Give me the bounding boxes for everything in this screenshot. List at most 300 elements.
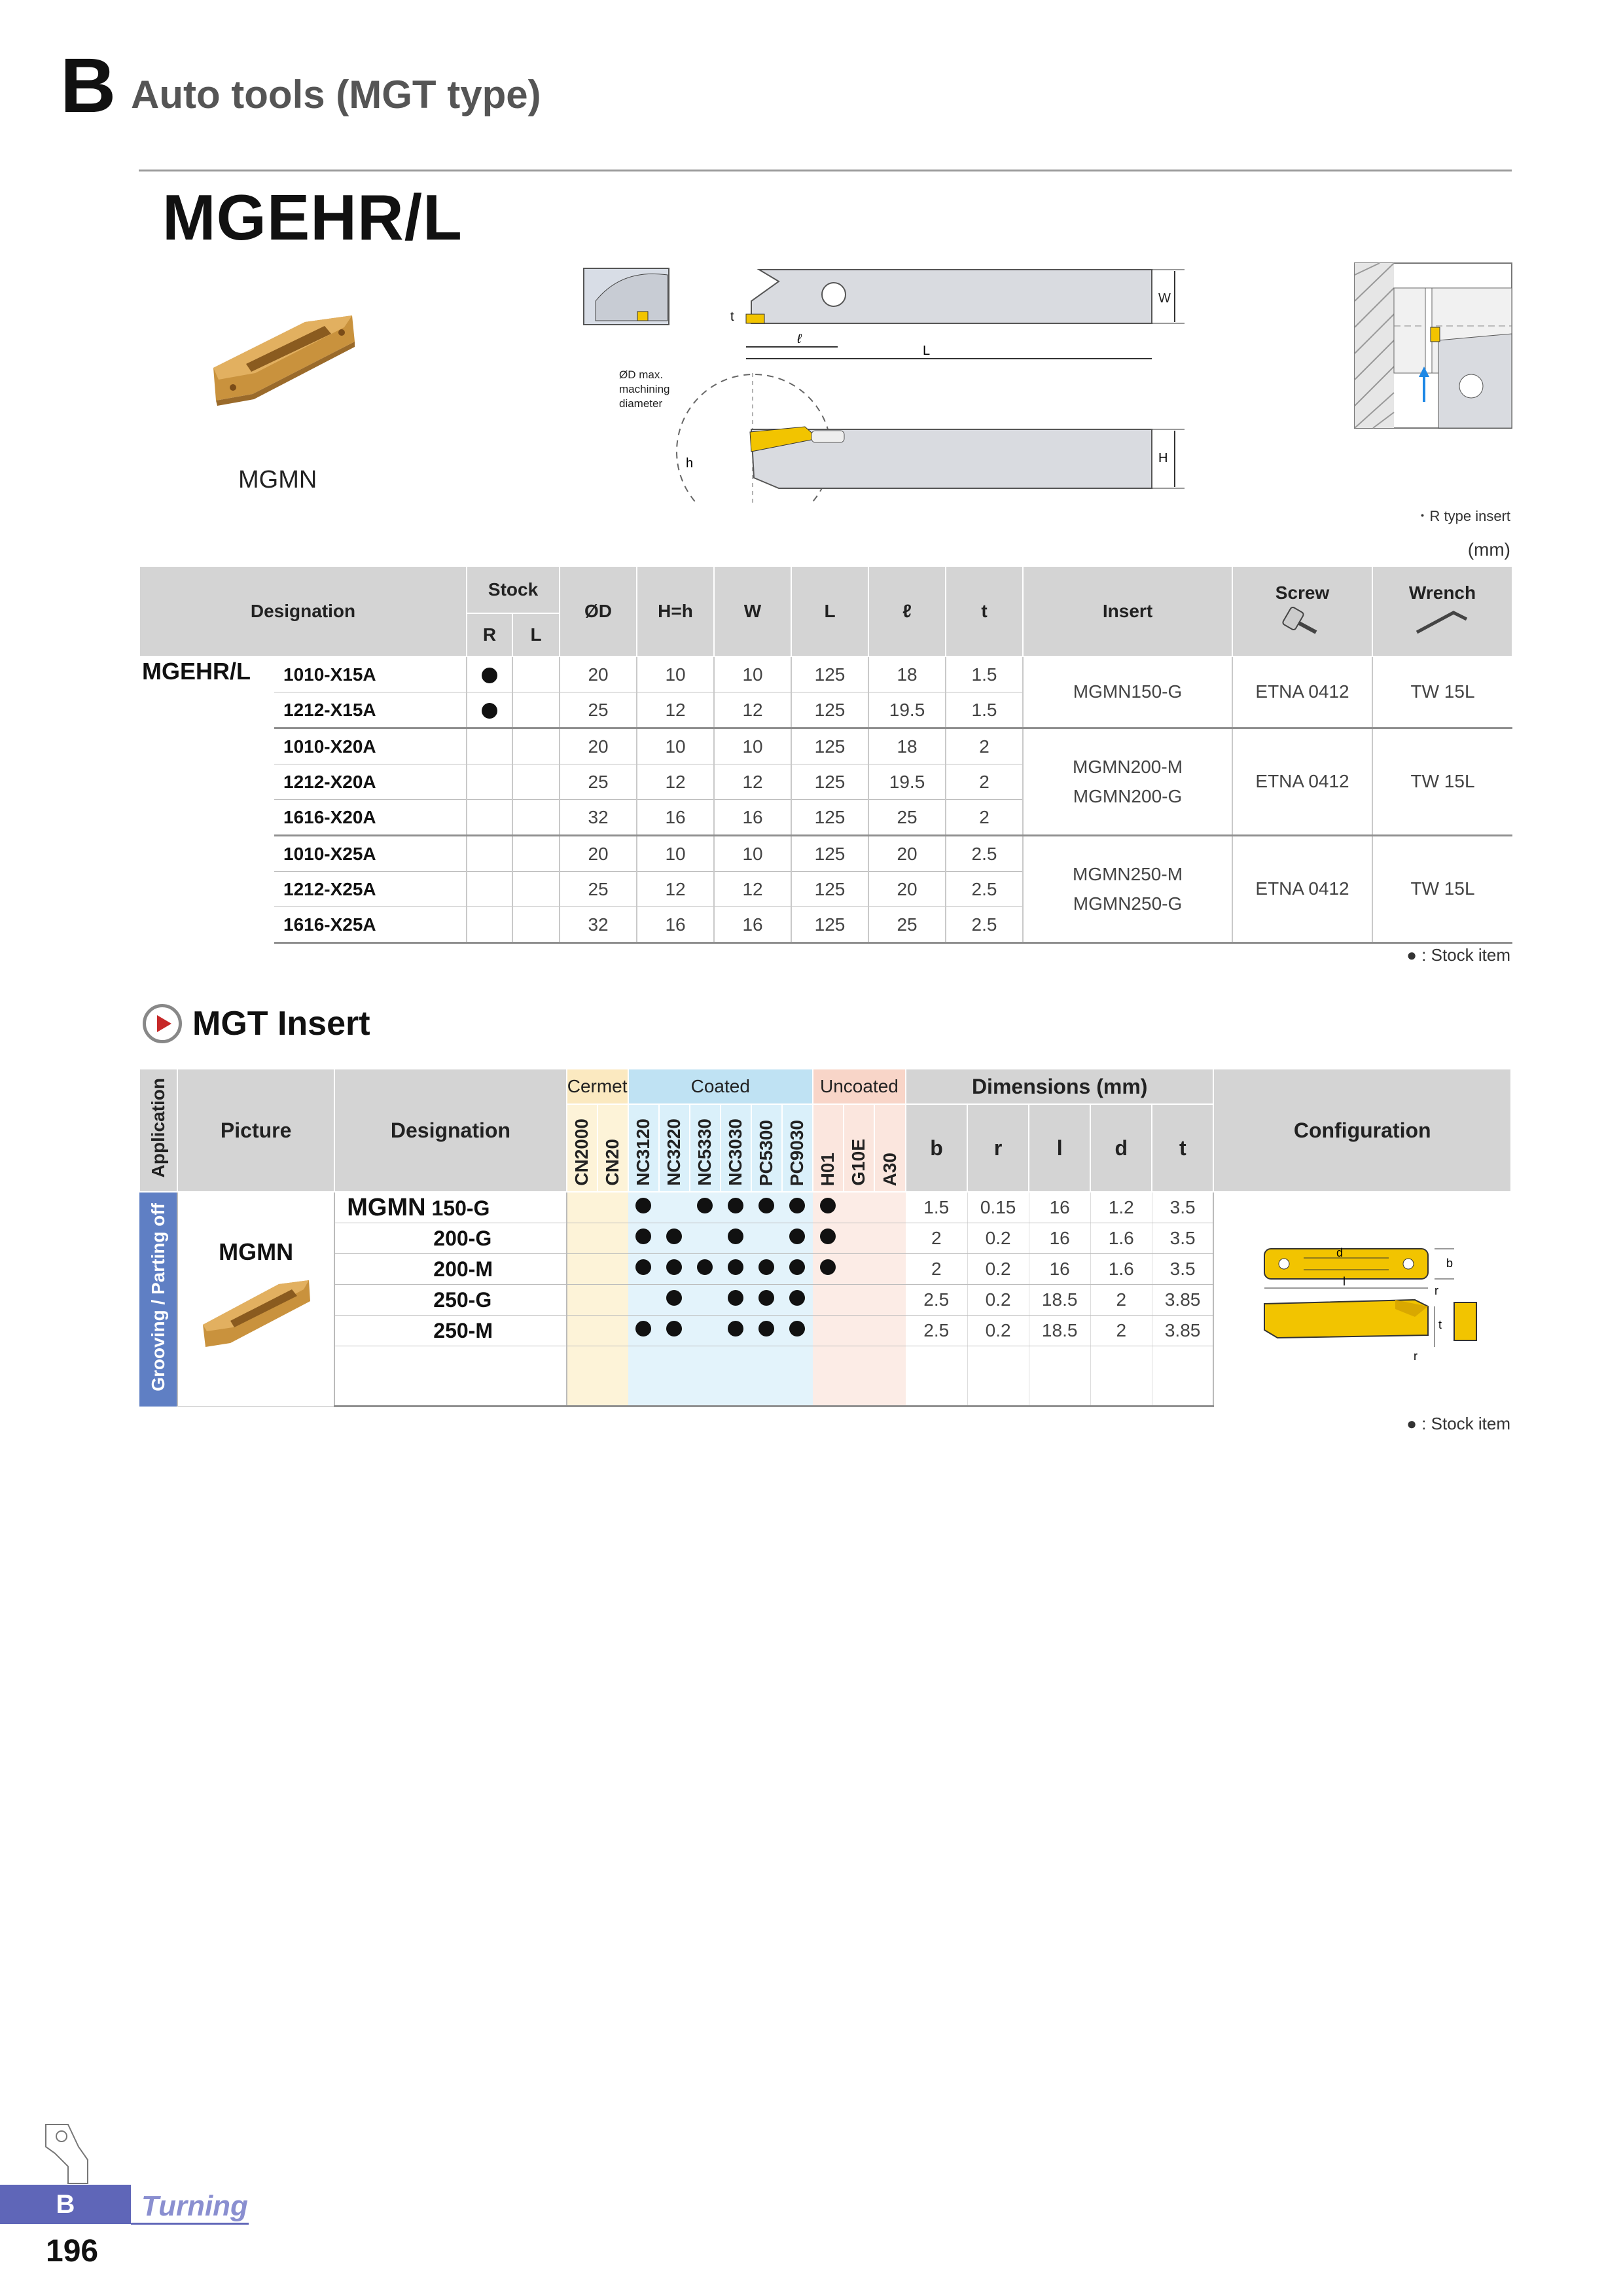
wrench-label: Wrench: [1408, 582, 1476, 603]
cell-w: 12: [714, 764, 791, 800]
stock-dot: [789, 1229, 805, 1244]
cell-length: 125: [791, 800, 868, 836]
insert-designation: [334, 1223, 566, 1254]
cell-h: 16: [637, 907, 714, 943]
label-L: L: [923, 344, 931, 358]
cell-w: 12: [714, 872, 791, 907]
insert-name: MGMN200-M: [1073, 756, 1183, 777]
play-icon: [143, 1004, 182, 1043]
dim-b: 2: [906, 1223, 967, 1254]
stock-dot: [697, 1198, 713, 1213]
grade-mark-cell: [659, 1316, 690, 1346]
grade-mark-cell: [844, 1254, 874, 1285]
cell-l: 20: [868, 836, 946, 872]
grade-mark-cell: [597, 1316, 628, 1346]
grade-mark-cell: [782, 1223, 813, 1254]
d-max-label: ØD max. machining diameter: [619, 368, 670, 410]
wrench-group-1: TW 15L: [1372, 656, 1512, 728]
th-stock: Stock: [467, 566, 560, 613]
row-designation: 1212-X15A: [274, 692, 467, 728]
grade-mark-cell: [659, 1192, 690, 1223]
grade-label: PC5300: [756, 1119, 777, 1186]
cell-length: 125: [791, 728, 868, 764]
insert-designation: [334, 1254, 566, 1285]
stock-dot: [789, 1321, 805, 1336]
cell-w: 16: [714, 800, 791, 836]
cell-h: 10: [637, 836, 714, 872]
cell-h: 12: [637, 764, 714, 800]
dim-r: 0.2: [967, 1285, 1029, 1316]
th-coated: Coated: [628, 1069, 813, 1104]
insert-name: MGMN250-M: [1073, 863, 1183, 884]
dim-l: 16: [1029, 1192, 1090, 1223]
th-grade: [628, 1104, 659, 1192]
section-tab-line: [131, 2223, 249, 2225]
cell-l: 18: [868, 728, 946, 764]
stock-dot: [728, 1229, 743, 1244]
dim-d: 1.2: [1090, 1192, 1152, 1223]
section-letter: B: [60, 43, 116, 129]
grade-mark-cell: [690, 1254, 721, 1285]
cell-d: 20: [560, 836, 637, 872]
th-grade: [597, 1104, 628, 1192]
cell-d: 25: [560, 872, 637, 907]
grade-mark-cell: [844, 1223, 874, 1254]
grade-mark-cell: [813, 1316, 844, 1346]
filler-cell: [659, 1346, 690, 1407]
config-label-t: t: [1438, 1318, 1442, 1331]
grade-mark-cell: [567, 1254, 597, 1285]
cell-t: 1.5: [946, 656, 1023, 692]
grade-mark-cell: [813, 1192, 844, 1223]
grade-mark-cell: [628, 1316, 659, 1346]
stock-dot: [635, 1229, 651, 1244]
stock-dot: [758, 1198, 774, 1213]
cell-length: 125: [791, 656, 868, 692]
mgmn-insert-image: [194, 296, 364, 414]
machining-view-diagram: [1353, 262, 1513, 432]
grade-mark-cell: [721, 1223, 751, 1254]
label-h: h: [686, 456, 694, 471]
th-dim-d: d: [1090, 1104, 1152, 1192]
insert-configuration-diagram: [1238, 1225, 1487, 1369]
cell-w: 10: [714, 656, 791, 692]
th-grade: [813, 1104, 844, 1192]
picture-label: MGMN: [219, 1238, 294, 1265]
dim-b: 2.5: [906, 1285, 967, 1316]
cell-t: 2.5: [946, 872, 1023, 907]
th-t: t: [946, 566, 1023, 656]
stock-l: [512, 836, 560, 872]
filler-cell: [967, 1346, 1029, 1407]
th-stock-l: L: [512, 613, 560, 656]
cell-l: 19.5: [868, 764, 946, 800]
stock-dot: [758, 1321, 774, 1336]
grade-label: PC9030: [787, 1119, 808, 1186]
tool-table: [139, 565, 1513, 944]
mgt-insert-title: MGT Insert: [192, 1005, 370, 1043]
stock-r: [467, 656, 512, 692]
stock-dot: [820, 1229, 836, 1244]
dim-d: 2: [1090, 1316, 1152, 1346]
grade-mark-cell: [628, 1223, 659, 1254]
stock-r: [467, 872, 512, 907]
stock-l: [512, 872, 560, 907]
insert-code: 250-M: [433, 1318, 493, 1342]
insert-code: 250-G: [433, 1287, 492, 1312]
dim-t: 3.85: [1152, 1285, 1213, 1316]
wrench-group-3: TW 15L: [1372, 836, 1512, 943]
grade-mark-cell: [721, 1192, 751, 1223]
grade-mark-cell: [628, 1254, 659, 1285]
stock-dot: [482, 703, 497, 719]
application-header-text: Application: [148, 1077, 169, 1178]
grade-mark-cell: [782, 1192, 813, 1223]
grade-mark-cell: [597, 1192, 628, 1223]
th-cermet: Cermet: [567, 1069, 628, 1104]
grade-mark-cell: [751, 1316, 782, 1346]
screw-group-3: ETNA 0412: [1232, 836, 1372, 943]
grade-label: H01: [817, 1152, 838, 1186]
wrench-icon: [1413, 603, 1472, 636]
row-designation: 1616-X25A: [274, 907, 467, 943]
grade-label: NC3120: [633, 1119, 654, 1186]
stock-l: [512, 800, 560, 836]
grade-mark-cell: [782, 1316, 813, 1346]
grade-mark-cell: [721, 1285, 751, 1316]
stock-dot: [789, 1290, 805, 1306]
stock-item-note: ● : Stock item: [1406, 1414, 1510, 1433]
stock-dot: [666, 1321, 682, 1336]
filler-cell: [567, 1346, 597, 1407]
insert-name: MGMN200-G: [1073, 785, 1183, 806]
stock-dot: [635, 1321, 651, 1336]
insert-group-2: [1023, 728, 1232, 836]
filler-cell: [628, 1346, 659, 1407]
grade-mark-cell: [844, 1192, 874, 1223]
cell-h: 12: [637, 692, 714, 728]
stock-dot: [697, 1259, 713, 1275]
th-uncoated: Uncoated: [813, 1069, 906, 1104]
dim-l: 18.5: [1029, 1285, 1090, 1316]
th-configuration: Configuration: [1213, 1069, 1511, 1192]
grade-mark-cell: [690, 1316, 721, 1346]
th-width: W: [714, 566, 791, 656]
grade-label: NC5330: [694, 1119, 715, 1186]
th-grade: [721, 1104, 751, 1192]
stock-l: [512, 764, 560, 800]
grade-mark-cell: [813, 1285, 844, 1316]
grade-label: G10E: [848, 1139, 869, 1186]
cell-h: 12: [637, 872, 714, 907]
stock-dot: [666, 1290, 682, 1306]
grade-mark-cell: [721, 1254, 751, 1285]
dim-r: 0.2: [967, 1254, 1029, 1285]
grade-mark-cell: [659, 1223, 690, 1254]
stock-r: [467, 728, 512, 764]
insert-code: 200-M: [433, 1257, 493, 1281]
grade-mark-cell: [751, 1192, 782, 1223]
dim-l: 16: [1029, 1254, 1090, 1285]
insert-caption: MGMN: [238, 466, 317, 493]
cell-l: 18: [868, 656, 946, 692]
stock-dot: [820, 1259, 836, 1275]
row-designation: 1616-X20A: [274, 800, 467, 836]
insert-name: MGMN150-G: [1073, 681, 1183, 702]
cell-l: 25: [868, 907, 946, 943]
screw-label: Screw: [1275, 582, 1330, 603]
filler-cell: [906, 1346, 967, 1407]
cell-t: 1.5: [946, 692, 1023, 728]
dim-r: 0.2: [967, 1316, 1029, 1346]
stock-r: [467, 800, 512, 836]
config-label-l: l: [1343, 1274, 1346, 1288]
grade-mark-cell: [628, 1285, 659, 1316]
product-title: MGEHR/L: [162, 181, 463, 253]
grade-mark-cell: [659, 1254, 690, 1285]
stock-dot: [666, 1229, 682, 1244]
stock-dot: [635, 1259, 651, 1275]
cell-length: 125: [791, 764, 868, 800]
configuration-cell: [1213, 1192, 1511, 1407]
grade-mark-cell: [874, 1285, 906, 1316]
grade-mark-cell: [567, 1223, 597, 1254]
row-designation: 1010-X20A: [274, 728, 467, 764]
grade-mark-cell: [874, 1254, 906, 1285]
grade-mark-cell: [751, 1254, 782, 1285]
cell-d: 25: [560, 692, 637, 728]
stock-dot: [820, 1198, 836, 1213]
screw-group-2: ETNA 0412: [1232, 728, 1372, 836]
grade-mark-cell: [751, 1285, 782, 1316]
wrench-group-2: TW 15L: [1372, 728, 1512, 836]
cell-h: 10: [637, 656, 714, 692]
insert-code: 200-G: [433, 1226, 492, 1250]
stock-r: [467, 836, 512, 872]
dim-d: 1.6: [1090, 1223, 1152, 1254]
th-l: ℓ: [868, 566, 946, 656]
grade-mark-cell: [844, 1285, 874, 1316]
insert-designation: [334, 1316, 566, 1346]
application-text: Grooving / Parting off: [147, 1202, 168, 1391]
insert-name: MGMN250-G: [1073, 893, 1183, 914]
page-number: 196: [46, 2234, 99, 2269]
config-label-d: d: [1336, 1246, 1344, 1259]
filler-cell: [690, 1346, 721, 1407]
stock-dot: [789, 1259, 805, 1275]
grade-mark-cell: [874, 1192, 906, 1223]
dim-r: 0.15: [967, 1192, 1029, 1223]
filler-cell: [874, 1346, 906, 1407]
stock-r: [467, 692, 512, 728]
cell-h: 10: [637, 728, 714, 764]
insert-group-3: [1023, 836, 1232, 943]
grade-mark-cell: [751, 1223, 782, 1254]
dim-t: 3.85: [1152, 1316, 1213, 1346]
th-application: [139, 1069, 177, 1192]
stock-dot: [758, 1259, 774, 1275]
th-designation: Designation: [139, 566, 467, 656]
cell-d: 20: [560, 728, 637, 764]
stock-dot: [758, 1290, 774, 1306]
screw-group-1: ETNA 0412: [1232, 656, 1372, 728]
th-grade: [874, 1104, 906, 1192]
row-designation: 1010-X15A: [274, 656, 467, 692]
grade-mark-cell: [813, 1223, 844, 1254]
stock-dot: [666, 1259, 682, 1275]
cell-d: 20: [560, 656, 637, 692]
grade-mark-cell: [659, 1285, 690, 1316]
th-length: L: [791, 566, 868, 656]
cell-w: 10: [714, 836, 791, 872]
dim-t: 3.5: [1152, 1254, 1213, 1285]
insert-code: 150-G: [431, 1196, 490, 1220]
cell-t: 2: [946, 800, 1023, 836]
label-l: ℓ: [797, 332, 802, 346]
insert-designation: [334, 1285, 566, 1316]
th-grade: [690, 1104, 721, 1192]
th-dim-r: r: [967, 1104, 1029, 1192]
filler-cell: [334, 1346, 566, 1407]
grade-label: CN20: [602, 1139, 623, 1186]
th-dimensions: Dimensions (mm): [906, 1069, 1213, 1104]
grade-mark-cell: [782, 1254, 813, 1285]
th-height: H=h: [637, 566, 714, 656]
stock-dot: [789, 1198, 805, 1213]
insert-designation: [334, 1192, 566, 1223]
th-designation: Designation: [334, 1069, 566, 1192]
insert-picture: [194, 1266, 318, 1351]
grade-label: CN2000: [571, 1119, 592, 1186]
filler-cell: [721, 1346, 751, 1407]
filler-cell: [1090, 1346, 1152, 1407]
stock-l: [512, 656, 560, 692]
th-stock-r: R: [467, 613, 512, 656]
screw-icon: [1279, 603, 1325, 636]
cell-l: 19.5: [868, 692, 946, 728]
filler-cell: [1029, 1346, 1090, 1407]
series-label: MGEHR/L: [142, 658, 251, 685]
picture-cell: [177, 1192, 334, 1407]
stock-l: [512, 907, 560, 943]
cell-d: 25: [560, 764, 637, 800]
dim-t: 3.5: [1152, 1223, 1213, 1254]
grade-mark-cell: [597, 1285, 628, 1316]
grade-mark-cell: [782, 1285, 813, 1316]
cell-d: 32: [560, 800, 637, 836]
stock-dot: [728, 1198, 743, 1213]
th-diameter: ØD: [560, 566, 637, 656]
grade-mark-cell: [844, 1316, 874, 1346]
th-wrench: [1372, 566, 1512, 656]
th-grade: [844, 1104, 874, 1192]
th-grade: [659, 1104, 690, 1192]
label-H: H: [1158, 451, 1168, 465]
top-divider: [139, 170, 1512, 171]
th-picture: Picture: [177, 1069, 334, 1192]
stock-item-note: ● : Stock item: [1406, 945, 1510, 965]
row-designation: 1010-X25A: [274, 836, 467, 872]
category-label: Turning: [141, 2190, 248, 2222]
filler-cell: [844, 1346, 874, 1407]
cell-t: 2.5: [946, 836, 1023, 872]
grade-mark-cell: [597, 1223, 628, 1254]
stock-l: [512, 728, 560, 764]
stock-dot: [728, 1290, 743, 1306]
grade-mark-cell: [874, 1316, 906, 1346]
application-cell: [139, 1192, 177, 1407]
tool-holder-diagram: [582, 262, 1204, 504]
dim-r: 0.2: [967, 1223, 1029, 1254]
cell-length: 125: [791, 907, 868, 943]
grade-mark-cell: [690, 1285, 721, 1316]
th-insert: Insert: [1023, 566, 1232, 656]
stock-dot: [728, 1259, 743, 1275]
config-label-r2: r: [1414, 1349, 1418, 1363]
mgt-insert-heading: [143, 1004, 370, 1043]
config-label-b: b: [1446, 1256, 1454, 1270]
grade-mark-cell: [567, 1285, 597, 1316]
dim-b: 2: [906, 1254, 967, 1285]
label-t: t: [730, 310, 734, 324]
cell-t: 2: [946, 764, 1023, 800]
cell-t: 2: [946, 728, 1023, 764]
grade-mark-cell: [628, 1192, 659, 1223]
cell-length: 125: [791, 692, 868, 728]
grade-label: A30: [879, 1152, 900, 1186]
th-dim-t: t: [1152, 1104, 1213, 1192]
cell-w: 12: [714, 692, 791, 728]
cell-l: 20: [868, 872, 946, 907]
th-screw: [1232, 566, 1372, 656]
grade-mark-cell: [813, 1254, 844, 1285]
config-label-r: r: [1435, 1283, 1439, 1297]
filler-cell: [597, 1346, 628, 1407]
filler-cell: [1152, 1346, 1213, 1407]
filler-cell: [782, 1346, 813, 1407]
grade-mark-cell: [597, 1254, 628, 1285]
dim-l: 18.5: [1029, 1316, 1090, 1346]
turning-tool-icon: [42, 2121, 94, 2186]
label-W: W: [1158, 291, 1171, 306]
insert-group-1: [1023, 656, 1232, 728]
filler-cell: [751, 1346, 782, 1407]
stock-l: [512, 692, 560, 728]
mgt-insert-table: [139, 1068, 1512, 1407]
filler-cell: [813, 1346, 844, 1407]
cell-w: 10: [714, 728, 791, 764]
th-dim-l: l: [1029, 1104, 1090, 1192]
grade-mark-cell: [690, 1192, 721, 1223]
grade-mark-cell: [567, 1316, 597, 1346]
section-tab: B: [0, 2185, 131, 2224]
dim-t: 3.5: [1152, 1192, 1213, 1223]
dim-l: 16: [1029, 1223, 1090, 1254]
th-grade: [751, 1104, 782, 1192]
cell-t: 2.5: [946, 907, 1023, 943]
dim-b: 1.5: [906, 1192, 967, 1223]
insert-series: MGMN: [347, 1193, 426, 1221]
th-dim-b: b: [906, 1104, 967, 1192]
stock-r: [467, 764, 512, 800]
cell-d: 32: [560, 907, 637, 943]
cell-w: 16: [714, 907, 791, 943]
grade-mark-cell: [721, 1316, 751, 1346]
grade-mark-cell: [874, 1223, 906, 1254]
grade-label: NC3030: [725, 1119, 746, 1186]
row-designation: 1212-X20A: [274, 764, 467, 800]
dim-d: 2: [1090, 1285, 1152, 1316]
